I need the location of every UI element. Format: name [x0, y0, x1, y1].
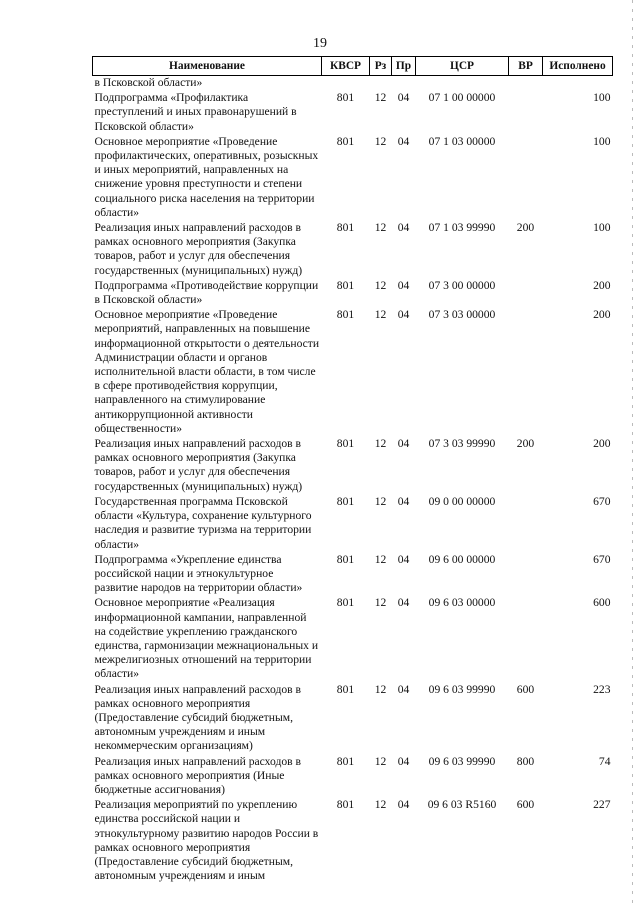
row-vr [509, 91, 543, 135]
row-kvsr: 801 [336, 91, 355, 105]
row-csr: 07 1 03 00000 [428, 134, 496, 148]
row-vr [509, 279, 543, 308]
row-executed: 670 [593, 494, 611, 508]
row-kvsr: 801 [336, 494, 355, 508]
row-rz: 12 [374, 494, 387, 508]
row-csr: 09 6 03 00000 [428, 596, 496, 610]
row-pr [392, 76, 416, 92]
row-rz: 12 [374, 221, 387, 235]
row-vr [509, 76, 543, 92]
row-csr: 09 6 03 99990 [428, 682, 496, 696]
row-kvsr: 801 [336, 754, 355, 768]
scan-edge-line [632, 0, 633, 905]
row-pr: 04 [397, 798, 410, 812]
row-pr: 04 [397, 91, 410, 105]
header-pr: Пр [392, 57, 416, 76]
row-pr: 04 [397, 437, 410, 451]
row-kvsr: 801 [336, 798, 355, 812]
row-rz: 12 [374, 278, 387, 292]
row-name: Подпрограмма «Укрепление единства российской нации и этнокультурное развитие народов на территории области» [94, 552, 303, 595]
row-rz: 12 [374, 552, 387, 566]
row-pr: 04 [397, 278, 410, 292]
row-vr: 600 [516, 798, 535, 812]
row-rz: 12 [374, 596, 387, 610]
row-kvsr: 801 [336, 278, 355, 292]
row-name: Реализация мероприятий по укреплению единства российской нации и этнокультурному развитию народов России в рамках основного мероприятия (Предоставление субсидий бюджетным, автономным учреждениям и иным [94, 798, 319, 883]
header-name: Наименование [93, 57, 322, 76]
row-vr: 800 [516, 754, 535, 768]
table-row [93, 495, 613, 553]
row-pr: 04 [397, 682, 410, 696]
row-pr: 04 [397, 552, 410, 566]
header-csr: ЦСР [416, 57, 509, 76]
row-vr [509, 596, 543, 682]
header-kvsr: КВСР [322, 57, 370, 76]
table-row [93, 279, 613, 308]
row-csr: 09 6 00 00000 [428, 552, 496, 566]
row-name: Реализация иных направлений расходов в рамках основного мероприятия (Предоставление субсидий бюджетным, автономным учреждениям и иным некоммерческим организациям) [94, 682, 301, 753]
row-csr: 07 1 03 99990 [428, 221, 496, 235]
row-csr: 07 3 03 00000 [428, 308, 496, 322]
table-header-row [93, 57, 613, 76]
row-name: Подпрограмма «Противодействие коррупции в Псковской области» [94, 278, 319, 307]
row-kvsr: 801 [336, 682, 355, 696]
budget-table [92, 56, 613, 884]
table-row [93, 798, 613, 884]
row-executed: 100 [593, 134, 611, 148]
row-vr: 200 [516, 221, 535, 235]
row-csr: 09 6 03 99990 [428, 754, 496, 768]
row-kvsr: 801 [336, 596, 355, 610]
row-csr [416, 76, 509, 92]
row-pr: 04 [397, 596, 410, 610]
row-vr [509, 135, 543, 221]
row-name: Реализация иных направлений расходов в рамках основного мероприятия (Закупка товаров, работ и услуг для обеспечения государственных (муниципальных) нужд) [94, 437, 303, 493]
row-name: Реализация иных направлений расходов в рамках основного мероприятия (Иные бюджетные ассигнования) [94, 754, 301, 796]
row-vr: 600 [516, 682, 535, 696]
row-name: Реализация иных направлений расходов в рамках основного мероприятия (Закупка товаров, работ и услуг для обеспечения государственных (муниципальных) нужд) [94, 221, 303, 277]
row-kvsr: 801 [336, 308, 355, 322]
row-executed: 200 [593, 437, 611, 451]
row-rz: 12 [374, 798, 387, 812]
row-name: Государственная программа Псковской области «Культура, сохранение культурного наследия и развитие туризма на территории области» [94, 494, 312, 551]
row-rz: 12 [374, 134, 387, 148]
row-rz: 12 [374, 754, 387, 768]
row-kvsr [322, 76, 370, 92]
row-rz: 12 [374, 682, 387, 696]
row-executed: 670 [593, 552, 611, 566]
row-kvsr: 801 [336, 221, 355, 235]
row-executed: 600 [593, 596, 611, 610]
row-executed: 200 [593, 308, 611, 322]
table-body [93, 76, 613, 885]
table-row [93, 683, 613, 755]
row-name: Подпрограмма «Профилактика преступлений и иных правонарушений в Псковской области» [94, 91, 297, 133]
row-csr: 07 3 03 99990 [428, 437, 496, 451]
row-pr: 04 [397, 754, 410, 768]
row-pr: 04 [397, 494, 410, 508]
header-rz: Рз [370, 57, 392, 76]
row-executed: 227 [593, 798, 611, 812]
row-vr [509, 553, 543, 597]
row-name: Основное мероприятие «Проведение мероприятий, направленных на повышение информационной открытости о деятельности Администрации области и органов исполнительной власти области, в том числе в сфере противодействия коррупции, направленного на стимулирование антикоррупционной активности общественности» [94, 308, 320, 435]
row-csr: 09 0 00 00000 [428, 494, 496, 508]
row-pr: 04 [397, 221, 410, 235]
row-kvsr: 801 [336, 134, 355, 148]
row-pr: 04 [397, 308, 410, 322]
row-kvsr: 801 [336, 552, 355, 566]
row-executed [543, 76, 613, 92]
table-row [93, 221, 613, 279]
table-row [93, 308, 613, 437]
row-csr: 07 3 00 00000 [428, 278, 496, 292]
table-row [93, 755, 613, 799]
row-csr: 09 6 03 R5160 [427, 798, 497, 812]
header-executed: Исполнено [543, 57, 613, 76]
row-executed: 100 [593, 91, 611, 105]
row-vr [509, 495, 543, 553]
row-name: Основное мероприятие «Реализация информационной кампании, направленной на содействие укреплению гражданского единства, гармонизации межнациональных и межрелигиозных отношений на территории области» [94, 596, 319, 681]
table-row [93, 553, 613, 597]
table-row [93, 135, 613, 221]
row-pr: 04 [397, 134, 410, 148]
row-csr: 07 1 00 00000 [428, 91, 496, 105]
page-number: 19 [313, 36, 327, 51]
row-name: Основное мероприятие «Проведение профилактических, оперативных, розыскных и иных мероприятий, направленных на снижение уровня преступности и степени социального риска населения на территории области» [94, 134, 319, 219]
header-vr: ВР [509, 57, 543, 76]
row-name: в Псковской области» [94, 76, 203, 89]
row-executed: 100 [593, 221, 611, 235]
row-executed: 200 [593, 278, 611, 292]
row-executed: 223 [593, 682, 611, 696]
table-row [93, 91, 613, 135]
row-rz: 12 [374, 437, 387, 451]
row-rz: 12 [374, 91, 387, 105]
row-rz [370, 76, 392, 92]
table-row [93, 596, 613, 682]
row-vr [509, 308, 543, 437]
row-executed: 74 [598, 754, 611, 768]
row-vr: 200 [516, 437, 535, 451]
row-kvsr: 801 [336, 437, 355, 451]
row-rz: 12 [374, 308, 387, 322]
table-row [93, 437, 613, 495]
table-row [93, 76, 613, 92]
